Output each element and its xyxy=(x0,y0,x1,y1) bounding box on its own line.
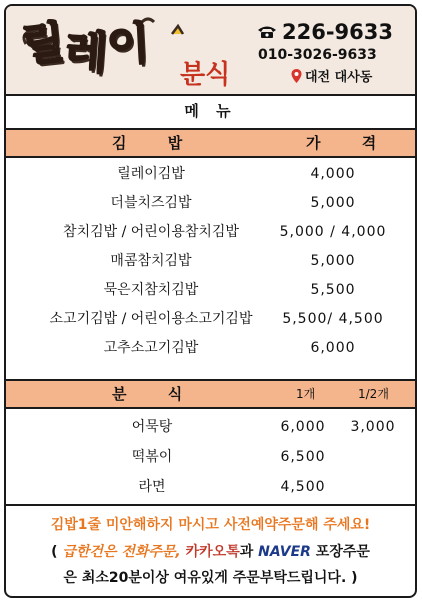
menu-row xyxy=(6,443,415,471)
location-pin-icon xyxy=(291,69,302,83)
menu-item-price-full: 6,500 xyxy=(280,449,326,465)
notice-and: 과 xyxy=(239,544,259,560)
menu-row xyxy=(6,334,415,362)
menu-item-price: 5,000 xyxy=(310,253,356,269)
menu-item-name: 릴레이김밥 xyxy=(117,166,185,182)
menu-board xyxy=(4,4,417,598)
menu-row xyxy=(6,305,415,333)
phone-icon xyxy=(257,25,277,39)
menu-item-price: 5,500/ 4,500 xyxy=(282,311,384,327)
menu-row xyxy=(6,247,415,275)
logo xyxy=(19,14,252,90)
logo-subtitle: 분식 xyxy=(180,60,231,90)
bunsik-col-half: 1/2개 xyxy=(358,387,389,401)
menu-item-name: 소고기김밥 / 어린이용소고기김밥 xyxy=(49,311,253,327)
menu-item-price-full: 4,500 xyxy=(280,479,326,495)
menu-item-name: 라면 xyxy=(138,479,166,495)
menu-item-name: 어묵탕 xyxy=(131,419,173,435)
menu-item-name: 더블치즈김밥 xyxy=(110,195,192,211)
notice-naver: NAVER xyxy=(258,544,311,560)
menu-row xyxy=(6,473,415,501)
logo-char-1: 릴 xyxy=(19,16,68,73)
phone-main[interactable] xyxy=(257,20,397,44)
location-text: 대전 대사동 xyxy=(305,70,373,85)
logo-word xyxy=(19,16,151,80)
menu-item-name: 매콤참치김밥 xyxy=(110,253,192,269)
notice-phone-order: 급한건은 전화주문, xyxy=(62,544,181,560)
menu-row xyxy=(6,218,415,246)
notice-line-1: 김밥1줄 미안해하지 마시고 사전예약주문해 주세요! xyxy=(50,517,371,533)
notice-pickup: 포장주문 xyxy=(310,544,370,560)
menu-item-price: 5,000 xyxy=(310,195,356,211)
bunsik-section-header xyxy=(6,379,415,409)
menu-item-price: 4,000 xyxy=(310,166,356,182)
menu-item-name: 묵은지참치김밥 xyxy=(103,282,199,298)
menu-item-price: 5,500 xyxy=(310,282,356,298)
menu-item-price-half: 3,000 xyxy=(350,419,396,435)
gimbap-section-header xyxy=(6,128,415,158)
menu-item-name: 고추소고기김밥 xyxy=(103,340,199,356)
notice-line-2 xyxy=(6,541,415,561)
bunsik-col-full: 1개 xyxy=(296,387,316,401)
menu-item-name: 떡볶이 xyxy=(131,449,173,465)
phone-main-number: 226-9633 xyxy=(282,20,393,44)
logo-char-2: 레 xyxy=(62,25,109,80)
menu-row xyxy=(6,160,415,188)
gimbap-col-price: 가 격 xyxy=(306,134,395,152)
header xyxy=(6,6,415,96)
menu-row xyxy=(6,276,415,304)
bunsik-col-name: 분 식 xyxy=(112,385,201,403)
notice-line-3: 은 최소20분이상 여유있게 주문부탁드립니다. ) xyxy=(63,570,358,586)
logo-char-3: 이 xyxy=(105,17,151,72)
notice-open-paren: ( xyxy=(51,544,63,560)
divider xyxy=(6,504,415,506)
gimbap-col-name: 김 밥 xyxy=(112,134,201,152)
menu-item-price: 5,000 / 4,000 xyxy=(279,224,387,240)
phone-sub[interactable]: 010-3026-9633 xyxy=(258,47,377,63)
menu-item-price-full: 6,000 xyxy=(280,419,326,435)
contact-info xyxy=(257,20,397,85)
menu-item-name: 참치김밥 / 어린이용참치김밥 xyxy=(63,224,239,240)
notice-kakao: 카카오톡 xyxy=(180,544,240,560)
location xyxy=(291,66,397,85)
menu-title: 메 뉴 xyxy=(184,102,237,120)
menu-row xyxy=(6,189,415,217)
menu-item-price: 6,000 xyxy=(310,340,356,356)
menu-row xyxy=(6,413,415,441)
